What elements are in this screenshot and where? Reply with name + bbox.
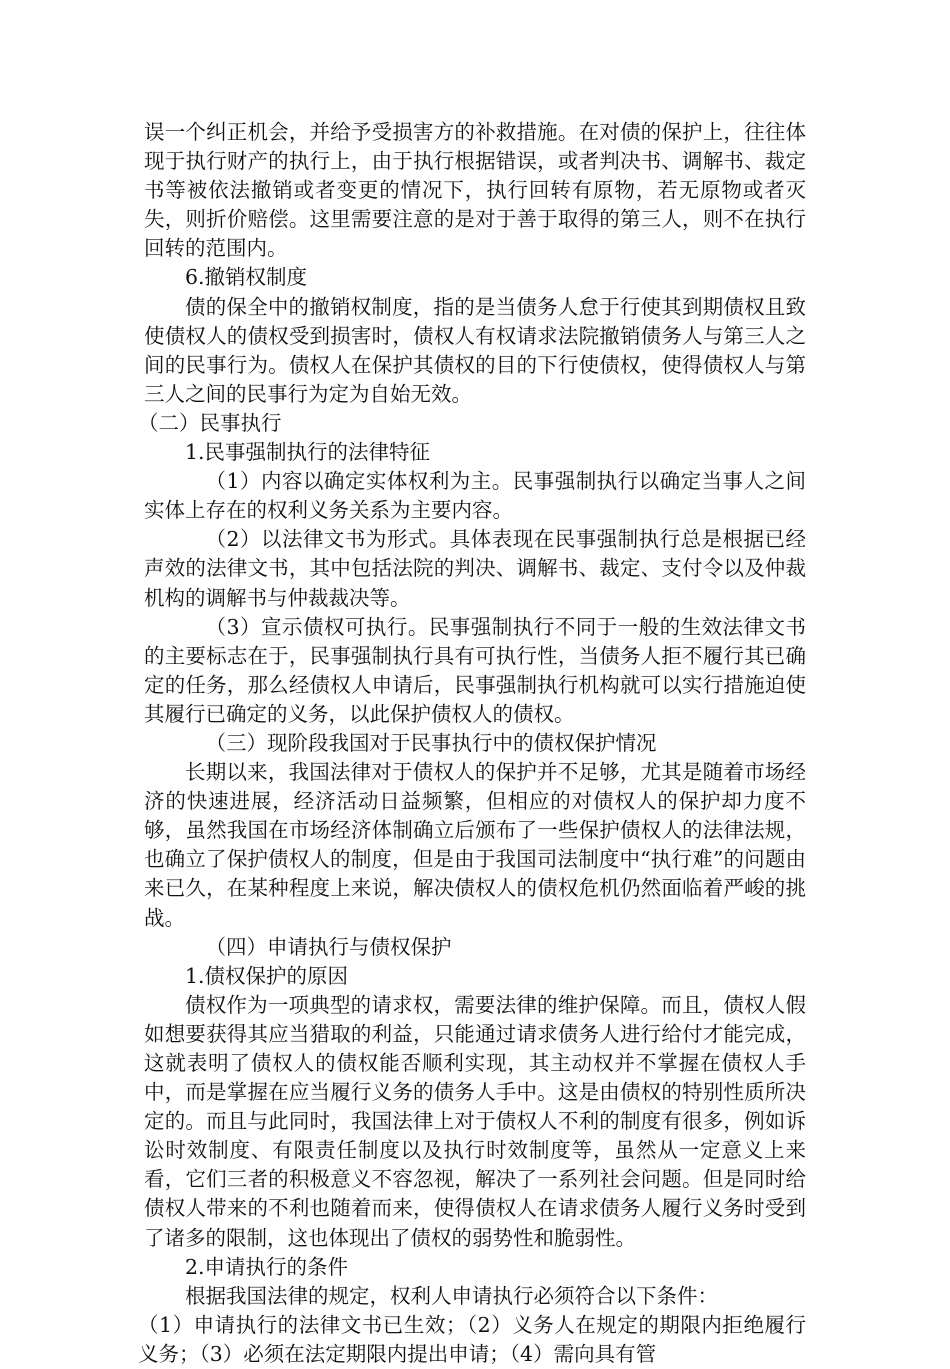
section-heading-civil-execution: （二）民事执行 xyxy=(138,410,282,435)
subheading-application-conditions: 2.申请执行的条件 xyxy=(185,1254,349,1279)
subheading-legal-features: 1.民事强制执行的法律特征 xyxy=(185,440,431,465)
subheading-protection-reasons: 1.债权保护的原因 xyxy=(185,963,349,988)
paragraph-conditions-intro: 根据我国法律的规定，权利人申请执行必须符合以下条件： xyxy=(185,1283,718,1308)
paragraph-feature-2: （2）以法律文书为形式。具体表现在民事强制执行总是根据已经声效的法律文书，其中包括法院的判决、调解书、裁定、支付令以及仲裁机构的调解书与仲裁裁决等。 xyxy=(144,527,806,610)
paragraph-conditions-list: （1）申请执行的法律文书已生效；（2）义务人在规定的期限内拒绝履行义务；（3）必须在法定期限内提出申请；（4）需向具有管 xyxy=(138,1312,806,1366)
paragraph-current-status: 长期以来，我国法律对于债权人的保护并不足够，尤其是随着市场经济的快速进展，经济活动日益频繁，但相应的对债权人的保护却力度不够，虽然我国在市场经济体制确立后颁布了一些保护债权人的法律法规，也确立了保护债权人的制度，但是由于我国司法制度中“执行难”的问题由来已久，在某种程度上来说，解决债权人的债权危机仍然面临着严峻的挑战。 xyxy=(144,760,806,930)
paragraph-continuation: 误一个纠正机会，并给予受损害方的补救措施。在对债的保护上，往往体现于执行财产的执行上，由于执行根据错误，或者判决书、调解书、裁定书等被依法撤销或者变更的情况下，执行回转有原物，若无原物或者灭失，则折价赔偿。这里需要注意的是对于善于取得的第三人，则不在执行回转的范围内。 xyxy=(144,120,806,261)
paragraph-revocation: 债的保全中的撤销权制度，指的是当债务人怠于行使其到期债权且致使债权人的债权受到损害时，债权人有权请求法院撤销债务人与第三人之间的民事行为。债权人在保护其债权的目的下行使债权，使得债权人与第三人之间的民事行为定为自始无效。 xyxy=(144,294,806,406)
section-heading-application: （四）申请执行与债权保护 xyxy=(205,934,452,959)
paragraph-protection-reasons: 债权作为一项典型的请求权，需要法律的维护保障。而且，债权人假如想要获得其应当猎取的利益，只能通过请求债务人进行给付才能完成，这就表明了债权人的债权能否顺利实现，其主动权并不掌握在债权人手中，而是掌握在应当履行义务的债务人手中。这是由债权的特别性质所决定的。而且与此同时，我国法律上对于债权人不利的制度有很多，例如诉讼时效制度、有限责任制度以及执行时效制度等，虽然从一定意义上来看，它们三者的积极意义不容忽视，解决了一系列社会问题。但是同时给债权人带来的不利也随着而来，使得债权人在请求债务人履行义务时受到了诸多的限制，这也体现出了债权的弱势性和脆弱性。 xyxy=(144,992,806,1250)
document-page xyxy=(138,118,806,1369)
paragraph-feature-3: （3）宣示债权可执行。民事强制执行不同于一般的生效法律文书的主要标志在于，民事强制执行具有可执行性，当债务人拒不履行其已确定的任务，那么经债权人申请后，民事强制执行机构就可以实行措施迫使其履行已确定的义务，以此保护债权人的债权。 xyxy=(144,614,806,726)
section-heading-current-status: （三）现阶段我国对于民事执行中的债权保护情况 xyxy=(205,730,657,755)
paragraph-feature-1: （1）内容以确定实体权利为主。民事强制执行以确定当事人之间实体上存在的权利义务关系为主要内容。 xyxy=(144,469,806,523)
section-heading-revocation: 6.撤销权制度 xyxy=(185,265,308,290)
